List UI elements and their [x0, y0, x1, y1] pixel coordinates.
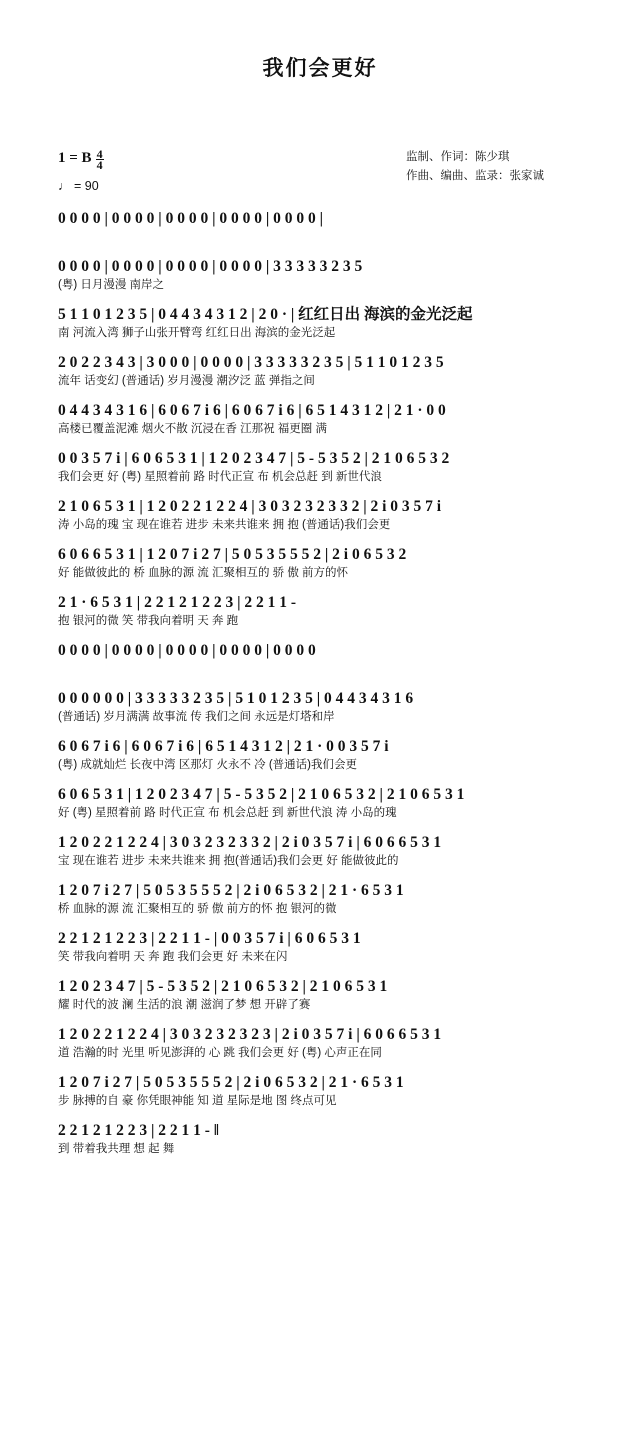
lyrics-row: 我们会更 好 (粤) 星照着前 路 时代正宣 布 机会总赶 到 新世代浪	[58, 471, 382, 483]
key-tempo-block	[58, 147, 104, 193]
notation-row: 5 1 1 0 1 2 3 5 | 0 4 4 3 4 3 1 2 | 2 0 · | 红红日出 海滨的金光泛起	[58, 306, 473, 323]
lyrics-row: 涛 小岛的瑰 宝 现在谁若 进步 未来共谁来 拥 抱 (普通话)我们会更	[58, 519, 391, 531]
system-3	[58, 298, 592, 346]
system-2	[58, 250, 592, 298]
lyrics-row: 抱 银河的微 笑 带我向着明 天 奔 跑	[58, 615, 239, 627]
key-signature-line	[58, 147, 104, 172]
notation-row: 1 2 0 7 i 2 7 | 5 0 5 3 5 5 5 2 | 2 i 0 6 5 3 2 | 2 1 · 6 5 3 1	[58, 882, 404, 899]
lyrics-row: (粤) 日月漫漫 南岸之	[58, 279, 165, 291]
lyrics-row	[58, 660, 592, 680]
time-signature-denominator: 4	[96, 158, 103, 172]
system-11	[58, 682, 592, 730]
system-8	[58, 538, 592, 586]
credit-line-2: 作曲、编曲、监录：张家诚	[406, 170, 544, 182]
music-systems	[58, 202, 592, 1162]
notation-row: 0 0 3 5 7 i | 6 0 6 5 3 1 | 1 2 0 2 3 4 7 | 5 - 5 3 5 2 | 2 1 0 6 5 3 2	[58, 450, 450, 467]
notation-row: 0 0 0 0 | 0 0 0 0 | 0 0 0 0 | 0 0 0 0 | 0 0 0 0	[58, 642, 316, 659]
notation-row: 1 2 0 2 2 1 2 2 4 | 3 0 3 2 3 2 3 2 3 | 2 i 0 3 5 7 i | 6 0 6 6 5 3 1	[58, 1026, 442, 1043]
system-1	[58, 202, 592, 250]
system-20	[58, 1114, 592, 1162]
notation-row: 6 0 6 6 5 3 1 | 1 2 0 7 i 2 7 | 5 0 5 3 5 5 5 2 | 2 i 0 6 5 3 2	[58, 546, 407, 563]
system-9	[58, 586, 592, 634]
notation-row: 2 1 · 6 5 3 1 | 2 2 1 2 1 2 2 3 | 2 2 1 1 -	[58, 594, 297, 611]
lyrics-row: 步 脉搏的自 豪 你凭眼神能 知 道 星际是地 图 终点可见	[58, 1095, 337, 1107]
notation-row: 0 0 0 0 0 0 | 3 3 3 3 3 2 3 5 | 5 1 0 1 2 3 5 | 0 4 4 3 4 3 1 6	[58, 690, 414, 707]
time-signature-numerator: 4	[96, 147, 103, 161]
lyrics-row: 流年 话变幻 (普通话) 岁月漫漫 潮汐泛 蓝 弹指之间	[58, 375, 315, 387]
lyrics-row: (粤) 成就灿烂 长夜中湾 区那灯 火永不 冷 (普通话)我们会更	[58, 759, 357, 771]
notation-row: 1 2 0 7 i 2 7 | 5 0 5 3 5 5 5 2 | 2 i 0 6 5 3 2 | 2 1 · 6 5 3 1	[58, 1074, 404, 1091]
tempo-marking: ♩ = 90	[58, 179, 99, 193]
notation-row: 2 2 1 2 1 2 2 3 | 2 2 1 1 - | 0 0 3 5 7 i | 6 0 6 5 3 1	[58, 930, 361, 947]
system-15	[58, 874, 592, 922]
lyrics-row	[58, 228, 592, 248]
time-signature	[96, 149, 104, 170]
notation-row: 6 0 6 7 i 6 | 6 0 6 7 i 6 | 6 5 1 4 3 1 2 | 2 1 · 0 0 3 5 7 i	[58, 738, 389, 755]
notation-row: 2 1 0 6 5 3 1 | 1 2 0 2 2 1 2 2 4 | 3 0 3 2 3 2 3 3 2 | 2 i 0 3 5 7 i	[58, 498, 442, 515]
lyrics-row: 南 河流入湾 狮子山张开臂弯 红红日出 海滨的金光泛起	[58, 327, 336, 339]
notation-row: 0 4 4 3 4 3 1 6 | 6 0 6 7 i 6 | 6 0 6 7 i 6 | 6 5 1 4 3 1 2 | 2 1 · 0 0	[58, 402, 446, 419]
notation-row: 0 0 0 0 | 0 0 0 0 | 0 0 0 0 | 0 0 0 0 | 3 3 3 3 3 2 3 5	[58, 258, 363, 275]
system-6	[58, 442, 592, 490]
lyrics-row: 好 (粤) 星照着前 路 时代正宣 布 机会总赶 到 新世代浪 涛 小岛的瑰	[58, 807, 397, 819]
lyrics-row: 好 能做彼此的 桥 血脉的源 流 汇聚相互的 骄 傲 前方的怀	[58, 567, 349, 579]
credit-line-1: 监制、作词：陈少琪	[406, 151, 510, 163]
system-7	[58, 490, 592, 538]
notation-row: 2 2 1 2 1 2 2 3 | 2 2 1 1 - ‖	[58, 1122, 219, 1139]
lyrics-row: 桥 血脉的源 流 汇聚相互的 骄 傲 前方的怀 抱 银河的微	[58, 903, 337, 915]
lyrics-row: 高楼已覆盖泥滩 烟火不散 沉浸在香 江那祝 福更圈 满	[58, 423, 327, 435]
sheet-music-page	[0, 52, 640, 1433]
page-title: 我们会更好	[262, 57, 378, 80]
system-17	[58, 970, 592, 1018]
notation-row: 0 0 0 0 | 0 0 0 0 | 0 0 0 0 | 0 0 0 0 | 0 0 0 0 |	[58, 210, 324, 227]
lyrics-row: 道 浩瀚的时 光里 听见澎湃的 心 跳 我们会更 好 (粤) 心声正在同	[58, 1047, 382, 1059]
notation-row: 6 0 6 5 3 1 | 1 2 0 2 3 4 7 | 5 - 5 3 5 2 | 2 1 0 6 5 3 2 | 2 1 0 6 5 3 1	[58, 786, 465, 803]
lyrics-row: 宝 现在谁若 进步 未来共谁来 拥 抱(普通话)我们会更 好 能做彼此的	[58, 855, 399, 867]
lyrics-row: 到 带着我共理 想 起 舞	[58, 1143, 175, 1155]
system-12	[58, 730, 592, 778]
system-16	[58, 922, 592, 970]
system-13	[58, 778, 592, 826]
lyrics-row: (普通话) 岁月满满 故事流 传 我们之间 永远是灯塔和岸	[58, 711, 335, 723]
system-19	[58, 1066, 592, 1114]
notation-row: 2 0 2 2 3 4 3 | 3 0 0 0 | 0 0 0 0 | 3 3 3 3 3 2 3 5 | 5 1 1 0 1 2 3 5	[58, 354, 444, 371]
system-10	[58, 634, 592, 682]
lyrics-row: 笑 带我向着明 天 奔 跑 我们会更 好 未来在闪	[58, 951, 288, 963]
system-4	[58, 346, 592, 394]
credits-block	[406, 148, 544, 186]
system-14	[58, 826, 592, 874]
system-18	[58, 1018, 592, 1066]
key-signature: 1 = B	[58, 150, 92, 166]
notation-row: 1 2 0 2 2 1 2 2 4 | 3 0 3 2 3 2 3 3 2 | 2 i 0 3 5 7 i | 6 0 6 6 5 3 1	[58, 834, 442, 851]
lyrics-row: 耀 时代的波 澜 生活的浪 潮 滋润了梦 想 开辟了赛	[58, 999, 311, 1011]
system-5	[58, 394, 592, 442]
notation-row: 1 2 0 2 3 4 7 | 5 - 5 3 5 2 | 2 1 0 6 5 3 2 | 2 1 0 6 5 3 1	[58, 978, 388, 995]
